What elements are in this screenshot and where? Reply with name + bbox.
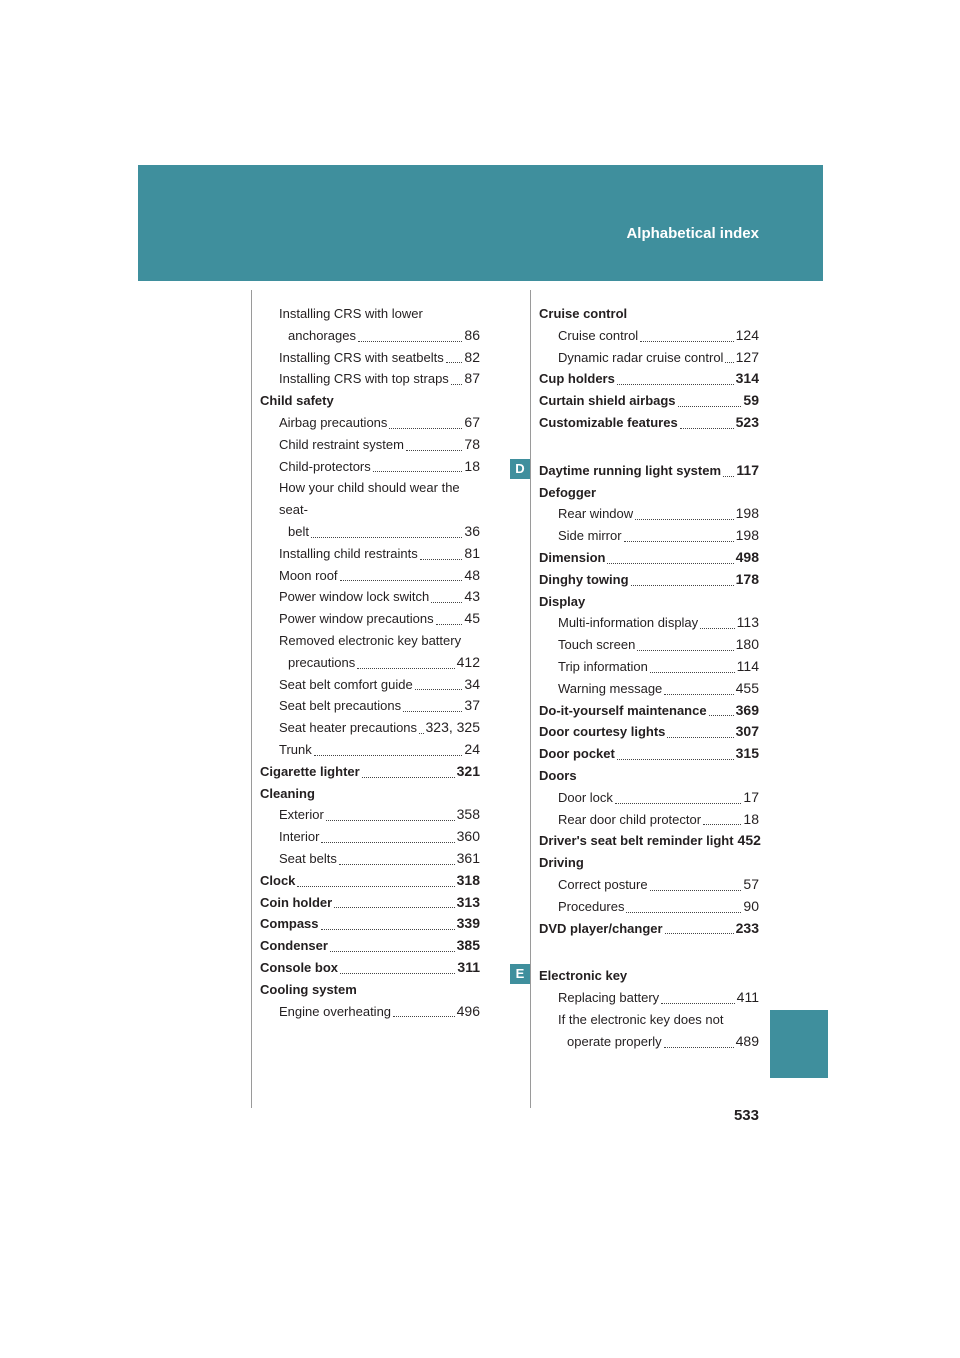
entry-label: operate properly bbox=[567, 1033, 662, 1049]
index-entry bbox=[260, 957, 480, 979]
entry-page-number: 411 bbox=[736, 989, 759, 1006]
dot-leader bbox=[358, 339, 462, 342]
dot-leader bbox=[326, 818, 455, 821]
index-heading: Defogger bbox=[539, 484, 597, 500]
index-subentry bbox=[260, 652, 480, 674]
dot-leader bbox=[703, 822, 741, 825]
index-entry bbox=[539, 460, 759, 482]
entry-page-number: 323, 325 bbox=[425, 719, 480, 736]
entry-page-number: 180 bbox=[735, 636, 759, 653]
dot-leader bbox=[330, 949, 455, 952]
index-entry bbox=[539, 918, 759, 940]
dot-leader bbox=[403, 709, 462, 712]
entry-page-number: 82 bbox=[464, 348, 480, 365]
entry-label: Dimension bbox=[539, 549, 606, 565]
dot-leader bbox=[615, 801, 742, 804]
entry-page-number: 114 bbox=[736, 657, 759, 674]
entry-page-number: 18 bbox=[743, 810, 759, 827]
entry-page-number: 496 bbox=[456, 1002, 480, 1019]
entry-label: Power window lock switch bbox=[279, 589, 430, 605]
index-heading: Cruise control bbox=[539, 306, 628, 321]
index-entry bbox=[539, 700, 759, 722]
index-subentry bbox=[260, 565, 480, 587]
dot-leader bbox=[362, 775, 455, 778]
index-entry bbox=[539, 547, 759, 569]
index-group-e bbox=[539, 965, 759, 1052]
dot-leader bbox=[637, 648, 733, 651]
entry-label: precautions bbox=[288, 654, 356, 670]
entry-page-number: 34 bbox=[464, 675, 480, 692]
index-subentry bbox=[260, 1001, 480, 1023]
index-subentry bbox=[260, 347, 480, 369]
index-heading: Cleaning bbox=[260, 785, 315, 801]
entry-label: Customizable features bbox=[539, 414, 678, 430]
entry-page-number: 45 bbox=[464, 610, 480, 627]
dot-leader bbox=[321, 840, 454, 843]
entry-label: Seat belt precautions bbox=[279, 698, 402, 714]
dot-leader bbox=[431, 600, 462, 603]
index-subentry bbox=[539, 678, 759, 700]
dot-leader bbox=[340, 578, 463, 581]
entry-page-number: 86 bbox=[464, 326, 480, 343]
dot-leader bbox=[678, 404, 742, 407]
entry-label: Seat belt comfort guide bbox=[279, 676, 413, 692]
entry-page-number: 314 bbox=[735, 370, 759, 387]
entry-label: belt bbox=[288, 523, 309, 539]
index-group-c bbox=[539, 303, 759, 434]
index-subentry bbox=[260, 804, 480, 826]
dot-leader bbox=[436, 622, 463, 625]
entry-label: Installing child restraints bbox=[279, 545, 418, 561]
entry-page-number: 318 bbox=[456, 871, 480, 888]
entry-label: Multi-information display bbox=[558, 615, 699, 631]
index-entry bbox=[260, 935, 480, 957]
entry-page-number: 452 bbox=[737, 832, 761, 849]
dot-leader bbox=[624, 539, 734, 542]
entry-page-number: 339 bbox=[456, 915, 480, 932]
entry-page-number: 117 bbox=[736, 461, 759, 478]
dot-leader bbox=[446, 360, 463, 363]
entry-page-number: 78 bbox=[464, 435, 480, 452]
index-subentry bbox=[539, 787, 759, 809]
dot-leader bbox=[451, 382, 463, 385]
entry-page-number: 113 bbox=[736, 614, 759, 631]
entry-page-number: 412 bbox=[456, 653, 480, 670]
dot-leader bbox=[357, 666, 454, 669]
entry-label: Child-protectors bbox=[279, 458, 371, 474]
entry-page-number: 43 bbox=[464, 588, 480, 605]
entry-label: Rear door child protector bbox=[558, 811, 702, 827]
entry-label: Curtain shield airbags bbox=[539, 393, 676, 409]
entry-label: Cigarette lighter bbox=[260, 763, 360, 779]
column-divider-right bbox=[530, 290, 531, 1108]
entry-label: Seat belts bbox=[279, 850, 337, 866]
dot-leader bbox=[406, 448, 462, 451]
index-subentry bbox=[260, 325, 480, 347]
entry-page-number: 67 bbox=[464, 413, 480, 430]
dot-leader bbox=[664, 1045, 734, 1048]
entry-page-number: 90 bbox=[743, 897, 759, 914]
entry-label: Coin holder bbox=[260, 894, 333, 910]
dot-leader bbox=[700, 626, 735, 629]
entry-label: Daytime running light system bbox=[539, 462, 722, 478]
entry-label: Dynamic radar cruise control bbox=[558, 349, 724, 365]
entry-label: Airbag precautions bbox=[279, 414, 388, 430]
index-entry bbox=[539, 569, 759, 591]
entry-page-number: 198 bbox=[735, 505, 759, 522]
index-subentry bbox=[539, 525, 759, 547]
entry-label: Installing CRS with top straps bbox=[279, 371, 449, 387]
index-entry bbox=[539, 830, 759, 852]
dot-leader bbox=[607, 561, 733, 564]
index-subentry bbox=[539, 987, 759, 1009]
section-tab bbox=[770, 1010, 828, 1078]
index-column-right bbox=[539, 303, 759, 1053]
letter-marker-e: E bbox=[510, 964, 530, 984]
entry-page-number: 315 bbox=[735, 745, 759, 762]
entry-page-number: 198 bbox=[735, 527, 759, 544]
entry-label: Touch screen bbox=[558, 637, 636, 653]
dot-leader bbox=[373, 469, 463, 472]
index-subentry bbox=[539, 656, 759, 678]
index-subentry bbox=[260, 412, 480, 434]
index-subentry bbox=[260, 826, 480, 848]
entry-label: Procedures bbox=[558, 898, 625, 914]
entry-page-number: 369 bbox=[735, 701, 759, 718]
dot-leader bbox=[626, 910, 741, 913]
entry-page-number: 233 bbox=[735, 919, 759, 936]
index-subentry bbox=[260, 717, 480, 739]
dot-leader bbox=[389, 426, 462, 429]
dot-leader bbox=[340, 971, 455, 974]
index-heading: Electronic key bbox=[539, 968, 628, 984]
dot-leader bbox=[635, 517, 733, 520]
entry-label: Door courtesy lights bbox=[539, 724, 666, 740]
dot-leader bbox=[297, 884, 454, 887]
index-subentry bbox=[260, 608, 480, 630]
dot-leader bbox=[617, 757, 734, 760]
index-subentry bbox=[539, 874, 759, 896]
dot-leader bbox=[665, 931, 734, 934]
index-entry bbox=[260, 913, 480, 935]
index-entry bbox=[539, 368, 759, 390]
entry-label: Rear window bbox=[558, 506, 634, 522]
index-heading: Child safety bbox=[260, 393, 334, 409]
entry-label: Do-it-yourself maintenance bbox=[539, 702, 707, 718]
entry-page-number: 523 bbox=[735, 413, 759, 430]
index-heading: Display bbox=[539, 593, 586, 609]
index-entry bbox=[260, 761, 480, 783]
dot-leader bbox=[415, 687, 463, 690]
index-subentry bbox=[260, 739, 480, 761]
entry-label: Child restraint system bbox=[279, 436, 404, 452]
index-entry bbox=[260, 870, 480, 892]
entry-page-number: 124 bbox=[735, 326, 759, 343]
entry-label: Interior bbox=[279, 829, 320, 845]
entry-page-number: 358 bbox=[456, 806, 480, 823]
index-subentry bbox=[539, 1031, 759, 1053]
dot-leader bbox=[667, 735, 733, 738]
dot-leader bbox=[650, 888, 742, 891]
dot-leader bbox=[419, 731, 423, 734]
entry-label: Replacing battery bbox=[558, 990, 660, 1006]
letter-marker-d: D bbox=[510, 459, 530, 479]
dot-leader bbox=[339, 862, 455, 865]
entry-page-number: 36 bbox=[464, 522, 480, 539]
index-subentry bbox=[260, 674, 480, 696]
entry-label: Driver's seat belt reminder light bbox=[539, 833, 734, 849]
entry-page-number: 311 bbox=[457, 958, 480, 975]
entry-page-number: 385 bbox=[456, 937, 480, 954]
entry-label: Console box bbox=[260, 959, 339, 975]
entry-label: Cup holders bbox=[539, 371, 615, 387]
entry-page-number: 37 bbox=[464, 697, 480, 714]
index-subentry bbox=[539, 503, 759, 525]
entry-label: DVD player/changer bbox=[539, 920, 663, 936]
dot-leader bbox=[664, 692, 733, 695]
entry-label: Correct posture bbox=[558, 876, 648, 892]
header-band bbox=[138, 165, 823, 281]
entry-page-number: 48 bbox=[464, 566, 480, 583]
entry-label: Compass bbox=[260, 916, 319, 932]
index-subentry-text: Installing CRS with lower bbox=[279, 306, 423, 321]
index-subentry bbox=[539, 809, 759, 831]
entry-page-number: 313 bbox=[456, 893, 480, 910]
index-entry bbox=[539, 743, 759, 765]
entry-label: Side mirror bbox=[558, 528, 622, 544]
entry-label: Power window precautions bbox=[279, 611, 434, 627]
entry-label: Door lock bbox=[558, 789, 613, 805]
entry-page-number: 489 bbox=[735, 1032, 759, 1049]
dot-leader bbox=[617, 382, 734, 385]
dot-leader bbox=[420, 557, 463, 560]
index-entry bbox=[260, 892, 480, 914]
index-subentry bbox=[260, 695, 480, 717]
entry-label: Warning message bbox=[558, 680, 663, 696]
dot-leader bbox=[314, 753, 463, 756]
entry-page-number: 81 bbox=[464, 544, 480, 561]
column-divider-left bbox=[251, 290, 252, 1108]
index-subentry bbox=[539, 612, 759, 634]
dot-leader bbox=[334, 905, 454, 908]
index-heading: Cooling system bbox=[260, 981, 357, 997]
index-group-d bbox=[539, 460, 759, 940]
dot-leader bbox=[631, 583, 734, 586]
entry-label: Trunk bbox=[279, 741, 312, 757]
dot-leader bbox=[650, 670, 735, 673]
dot-leader bbox=[311, 535, 462, 538]
letter-spacer-d bbox=[539, 434, 759, 460]
index-subentry-text: How your child should wear the seat- bbox=[279, 480, 460, 518]
index-subentry bbox=[260, 368, 480, 390]
entry-page-number: 321 bbox=[456, 762, 480, 779]
entry-label: Dinghy towing bbox=[539, 571, 629, 587]
dot-leader bbox=[725, 360, 733, 363]
index-subentry bbox=[260, 521, 480, 543]
index-subentry-text: If the electronic key does not bbox=[558, 1011, 724, 1027]
entry-label: Moon roof bbox=[279, 567, 338, 583]
entry-label: Installing CRS with seatbelts bbox=[279, 349, 444, 365]
index-heading: Driving bbox=[539, 855, 584, 871]
entry-label: Condenser bbox=[260, 938, 328, 954]
index-heading: Doors bbox=[539, 767, 577, 783]
dot-leader bbox=[393, 1014, 455, 1017]
entry-label: Cruise control bbox=[558, 327, 639, 343]
index-column-left bbox=[260, 303, 480, 1022]
page-number: 533 bbox=[733, 1107, 759, 1124]
entry-label: Engine overheating bbox=[279, 1003, 392, 1019]
index-subentry bbox=[260, 848, 480, 870]
dot-leader bbox=[640, 339, 733, 342]
index-entry bbox=[539, 412, 759, 434]
entry-label: Exterior bbox=[279, 807, 324, 823]
dot-leader bbox=[661, 1001, 735, 1004]
entry-page-number: 18 bbox=[464, 457, 480, 474]
entry-page-number: 455 bbox=[735, 679, 759, 696]
entry-page-number: 17 bbox=[743, 788, 759, 805]
entry-label: Clock bbox=[260, 872, 296, 888]
entry-page-number: 360 bbox=[456, 828, 480, 845]
entry-label: anchorages bbox=[288, 327, 356, 343]
index-subentry-text: Removed electronic key battery bbox=[279, 632, 462, 648]
entry-label: Seat heater precautions bbox=[279, 720, 418, 736]
entry-page-number: 24 bbox=[464, 740, 480, 757]
dot-leader bbox=[709, 713, 734, 716]
dot-leader bbox=[723, 474, 734, 477]
dot-leader bbox=[680, 426, 734, 429]
entry-page-number: 498 bbox=[735, 548, 759, 565]
entry-label: Door pocket bbox=[539, 746, 615, 762]
index-subentry bbox=[260, 586, 480, 608]
entry-page-number: 57 bbox=[743, 875, 759, 892]
index-subentry bbox=[539, 347, 759, 369]
dot-leader bbox=[321, 927, 455, 930]
index-subentry bbox=[260, 543, 480, 565]
entry-label: Trip information bbox=[558, 658, 648, 674]
entry-page-number: 59 bbox=[743, 392, 759, 409]
section-title: Alphabetical index bbox=[626, 225, 759, 242]
index-subentry bbox=[260, 456, 480, 478]
index-entry bbox=[539, 390, 759, 412]
index-subentry bbox=[539, 896, 759, 918]
index-subentry bbox=[260, 434, 480, 456]
index-entry bbox=[539, 721, 759, 743]
letter-spacer-e bbox=[539, 939, 759, 965]
index-subentry bbox=[539, 325, 759, 347]
entry-page-number: 87 bbox=[464, 370, 480, 387]
entry-page-number: 307 bbox=[735, 723, 759, 740]
index-subentry bbox=[539, 634, 759, 656]
entry-page-number: 361 bbox=[456, 849, 480, 866]
entry-page-number: 178 bbox=[735, 570, 759, 587]
entry-page-number: 127 bbox=[735, 348, 759, 365]
